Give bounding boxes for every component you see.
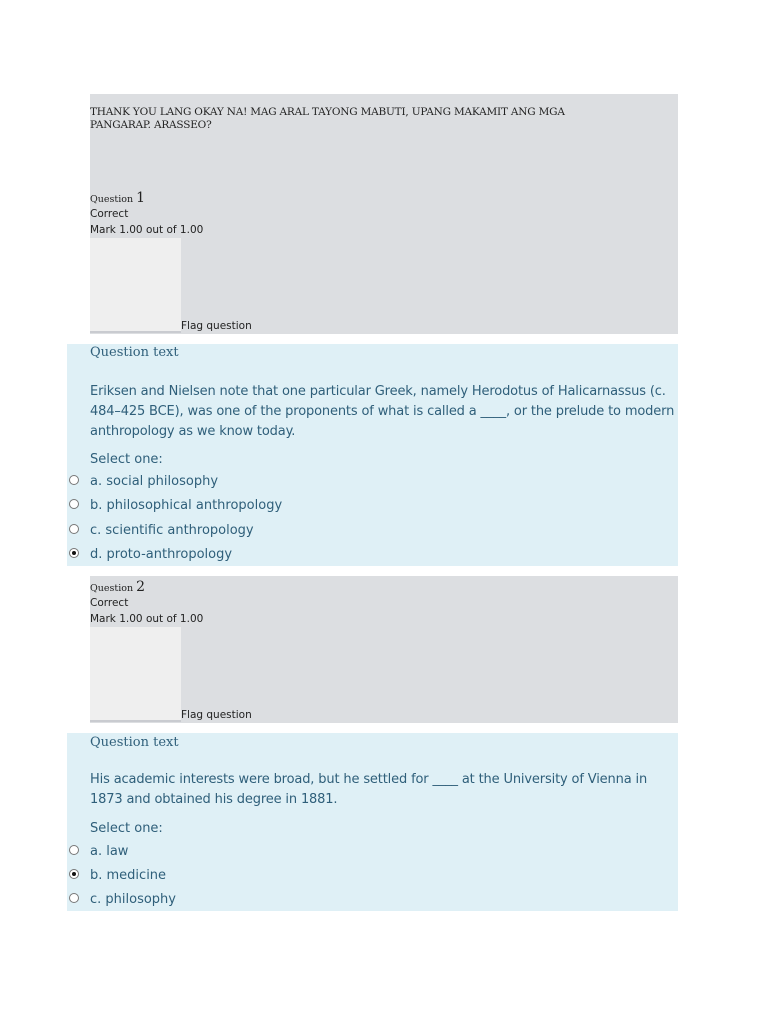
option-label: a. social philosophy (90, 474, 219, 489)
question-1-mark: Mark 1.00 out of 1.00 (90, 224, 204, 236)
question-1-text: Eriksen and Nielsen note that one particular Greek, namely Herodotus of Halicarnassus (c. 484–425 BCE), was one of the proponents of what is called a ____, or the prelude to modern anthropology as we know today. (90, 384, 675, 439)
flag-question-2-link[interactable]: Flag question (181, 709, 252, 721)
question-1-option-a[interactable] (67, 474, 367, 496)
question-1-status: Correct (90, 208, 129, 220)
question-number: 1 (136, 190, 146, 206)
question-2-option-a[interactable] (67, 844, 367, 866)
question-1-option-d[interactable] (67, 547, 367, 569)
radio-button-selected[interactable] (69, 869, 79, 879)
radio-button-selected[interactable] (69, 548, 79, 558)
question-1-select-label: Select one: (90, 452, 163, 467)
flag-box (90, 627, 181, 722)
question-2-status: Correct (90, 597, 129, 609)
option-label: c. philosophy (90, 892, 176, 907)
question-2-text: His academic interests were broad, but he settled for ____ at the University of Vienna in 1873 and obtained his degree in 1881. (90, 772, 648, 807)
radio-button[interactable] (69, 845, 79, 855)
question-label: Question (90, 583, 134, 594)
flag-question-1-link[interactable]: Flag question (181, 320, 252, 332)
option-label: d. proto-anthropology (90, 547, 233, 562)
question-2-title (90, 579, 145, 595)
flag-box (90, 238, 181, 333)
question-label: Question (90, 194, 134, 205)
question-number: 2 (136, 579, 146, 595)
option-label: a. law (90, 844, 129, 859)
radio-button[interactable] (69, 475, 79, 485)
radio-button[interactable] (69, 499, 79, 509)
question-1-option-c[interactable] (67, 523, 367, 545)
option-label: c. scientific anthropology (90, 523, 254, 538)
option-label: b. philosophical anthropology (90, 498, 283, 513)
question-1-title (90, 190, 145, 206)
question-1-option-b[interactable] (67, 498, 367, 520)
question-2-option-c[interactable] (67, 892, 367, 914)
question-2-mark: Mark 1.00 out of 1.00 (90, 613, 204, 625)
radio-button[interactable] (69, 893, 79, 903)
question-2-text-label: Question text (90, 735, 179, 750)
question-2-option-b[interactable] (67, 868, 367, 890)
question-2-select-label: Select one: (90, 821, 163, 836)
radio-button[interactable] (69, 524, 79, 534)
question-1-text-label: Question text (90, 345, 179, 360)
banner-message: THANK YOU LANG OKAY NA! MAG ARAL TAYONG MABUTI, UPANG MAKAMIT ANG MGA PANGARAP. ARASSEO? (90, 106, 565, 131)
option-label: b. medicine (90, 868, 167, 883)
